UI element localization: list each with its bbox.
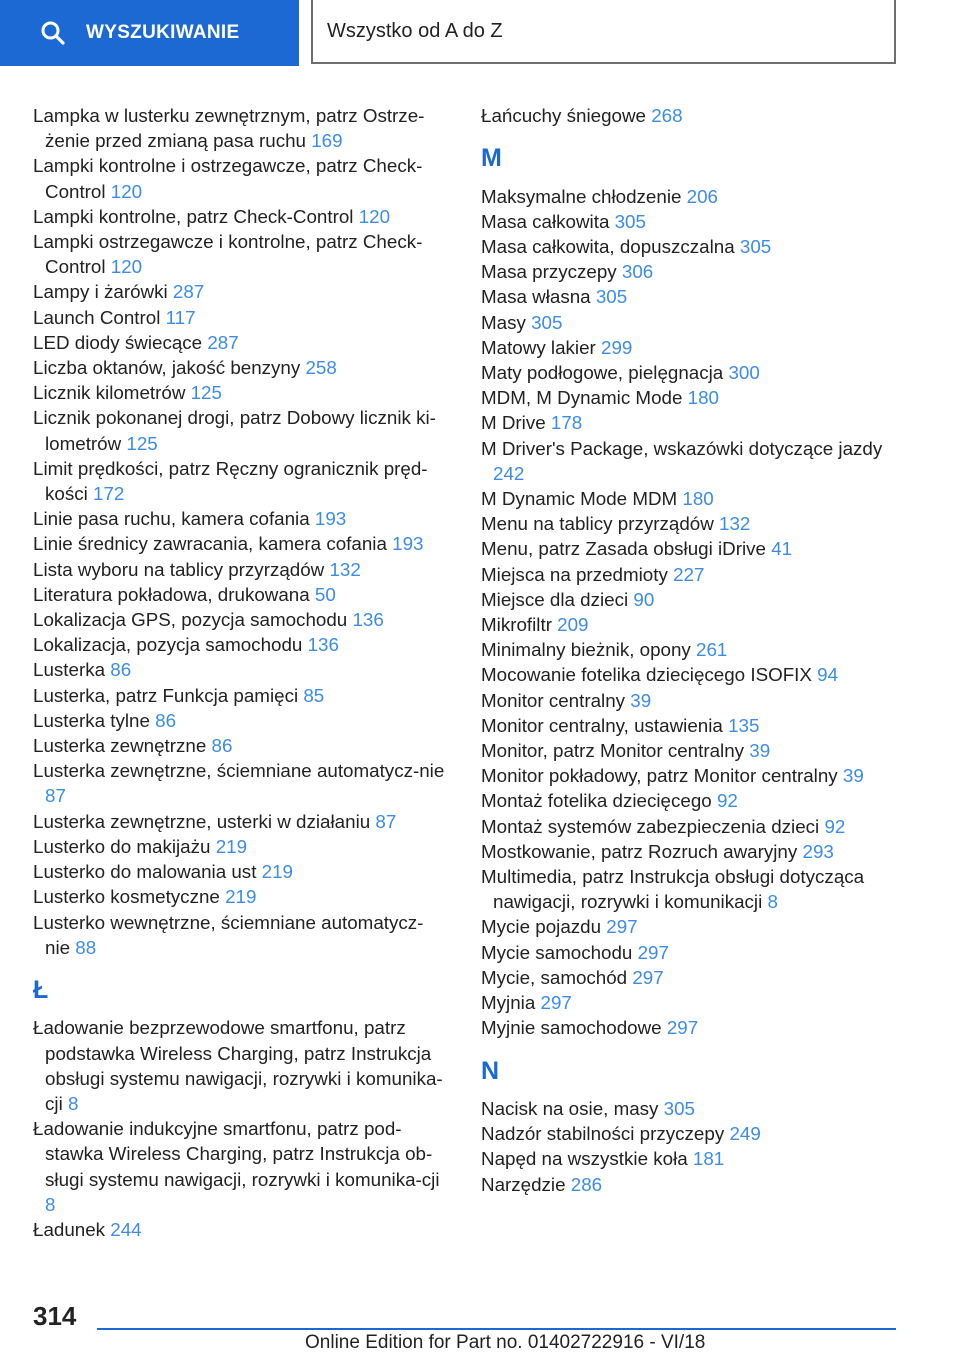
index-entry-text: Lusterka zewnętrzne — [33, 735, 207, 757]
index-page-link[interactable]: 120 — [110, 180, 143, 202]
index-entry — [481, 511, 896, 536]
top-navigation — [0, 0, 960, 66]
index-entry-text: Lusterko kosmetyczne — [33, 886, 220, 908]
index-entry — [33, 1217, 448, 1242]
index-entry — [33, 380, 448, 405]
index-page-link[interactable]: 209 — [557, 614, 589, 636]
index-entry-text: Limit prędkości, patrz Ręczny ogranicznik pręd-kości — [33, 457, 428, 505]
index-entry — [481, 436, 896, 486]
index-entry — [33, 103, 448, 153]
index-page-link[interactable]: 297 — [637, 941, 669, 963]
index-entry — [481, 864, 896, 914]
index-entry — [33, 1116, 448, 1217]
index-page-link[interactable]: 39 — [630, 689, 652, 711]
index-page-link[interactable]: 219 — [225, 886, 257, 908]
index-page-link[interactable]: 39 — [749, 740, 771, 762]
index-entry-text: Lampki kontrolne, patrz Check-Control — [33, 205, 354, 227]
index-page-link[interactable]: 227 — [673, 563, 705, 585]
index-entry — [33, 279, 448, 304]
index-entry-text: Lusterka — [33, 659, 106, 681]
index-entry — [33, 683, 448, 708]
index-entry-text: Masa przyczepy — [481, 261, 617, 283]
index-entry-text: Liczba oktanów, jakość benzyny — [33, 357, 301, 379]
index-entry — [481, 410, 896, 435]
index-page-link[interactable]: 132 — [719, 513, 751, 535]
index-entry-text: Lampy i żarówki — [33, 281, 168, 303]
index-entry — [33, 1015, 448, 1116]
index-entry-text: Masa całkowita — [481, 210, 610, 232]
index-page-link[interactable]: 86 — [110, 659, 132, 681]
index-page-link[interactable]: 39 — [842, 765, 864, 787]
index-page-link[interactable]: 300 — [728, 362, 760, 384]
index-entry-text: Lusterka zewnętrzne, ściemniane automatycz-nie — [33, 760, 445, 782]
index-page-link[interactable]: 135 — [728, 714, 760, 736]
index-entry-text: M Driver's Package, wskazówki dotyczące jazdy — [481, 437, 883, 459]
index-entry — [33, 708, 448, 733]
index-page-link[interactable]: 136 — [307, 634, 339, 656]
index-entry-text: Licznik kilometrów — [33, 382, 186, 404]
index-entry-text: Monitor, patrz Monitor centralny — [481, 740, 745, 762]
index-page-link[interactable]: 180 — [687, 387, 719, 409]
index-page-link[interactable]: 193 — [392, 533, 424, 555]
index-entry — [481, 839, 896, 864]
index-page-link[interactable]: 293 — [802, 840, 834, 862]
index-entry — [481, 1096, 896, 1121]
index-entry — [481, 688, 896, 713]
index-page-link[interactable]: 50 — [314, 583, 336, 605]
index-entry-text: Lampki kontrolne i ostrzegawcze, patrz Check-Control — [33, 155, 423, 202]
index-entry — [33, 884, 448, 909]
index-page-link[interactable]: 169 — [311, 130, 343, 152]
index-page-link[interactable]: 297 — [540, 992, 572, 1014]
index-entry — [481, 536, 896, 561]
footer-edition-text: Online Edition for Part no. 01402722916 - VI/18 — [305, 1332, 706, 1353]
index-entry — [33, 355, 448, 380]
index-entry-text: Nadzór stabilności przyczepy — [481, 1123, 725, 1145]
index-entry-text: Multimedia, patrz Instrukcja obsługi dotycząca nawigacji, rozrywki i komunikacji — [481, 866, 865, 913]
index-entry — [33, 809, 448, 834]
index-page-link[interactable]: 132 — [329, 558, 361, 580]
index-entry — [33, 229, 448, 279]
index-entry — [481, 612, 896, 637]
index-entry — [33, 456, 448, 506]
index-entry — [481, 209, 896, 234]
index-entry — [481, 234, 896, 259]
tab-a-to-z-label: Wszystko od A do Z — [327, 19, 503, 42]
index-entry-text: Napęd na wszystkie koła — [481, 1148, 688, 1170]
index-entry — [481, 1172, 896, 1197]
index-entry — [33, 557, 448, 582]
index-entry — [481, 814, 896, 839]
index-page-link[interactable]: 305 — [531, 311, 563, 333]
index-entry-text: M Drive — [481, 412, 546, 434]
index-column-right — [481, 103, 896, 1197]
index-entry-text: Masa całkowita, dopuszczalna — [481, 236, 735, 257]
index-entry-text: Licznik pokonanej drogi, patrz Dobowy licznik ki-lometrów — [33, 407, 436, 454]
index-letter-heading: N — [481, 1056, 500, 1085]
index-page-link[interactable]: 8 — [767, 891, 778, 913]
index-entry-text: Mocowanie fotelika dziecięcego ISOFIX — [481, 664, 812, 686]
index-entry — [481, 1146, 896, 1171]
index-entry — [33, 330, 448, 355]
index-page-link[interactable]: 8 — [67, 1092, 79, 1114]
index-page-link[interactable]: 136 — [352, 609, 384, 631]
index-entry-text: M Dynamic Mode MDM — [481, 488, 678, 510]
index-entry-text: Montaż systemów zabezpieczenia dzieci — [481, 815, 820, 837]
index-entry-text: Mycie, samochód — [481, 966, 628, 988]
index-page-link[interactable]: 268 — [651, 105, 683, 126]
index-entry-text: Lusterka, patrz Funkcja pamięci — [33, 684, 299, 706]
index-entry — [481, 562, 896, 587]
index-page-link[interactable]: 219 — [261, 861, 293, 883]
index-entry — [33, 204, 448, 229]
index-entry — [481, 940, 896, 965]
index-entry — [33, 531, 448, 556]
index-entry-text: Monitor centralny, ustawienia — [481, 714, 723, 736]
search-button[interactable] — [0, 0, 299, 66]
index-page-link[interactable]: 181 — [692, 1148, 725, 1170]
index-page-link[interactable]: 172 — [93, 483, 125, 505]
page-number: 314 — [33, 1301, 77, 1331]
index-page-link[interactable]: 117 — [165, 306, 196, 328]
index-letter-heading: M — [481, 144, 502, 173]
index-page-link[interactable]: 8 — [45, 1193, 56, 1215]
index-page-link[interactable]: 242 — [493, 462, 525, 484]
index-entry — [481, 788, 896, 813]
index-entry — [481, 259, 896, 284]
index-page-link[interactable]: 219 — [215, 835, 248, 857]
index-page-link[interactable]: 87 — [375, 810, 397, 832]
search-icon — [40, 20, 66, 46]
index-entry — [481, 310, 896, 335]
index-entry-text: Mycie samochodu — [481, 941, 633, 963]
index-entry-text: Maksymalne chłodzenie — [481, 185, 682, 207]
index-entry — [481, 360, 896, 385]
index-entry-text: Mikrofiltr — [481, 614, 552, 636]
index-entry — [481, 587, 896, 612]
index-entry — [481, 1121, 896, 1146]
index-entry-text: Mostkowanie, patrz Rozruch awaryjny — [481, 840, 798, 862]
index-entry-text: Launch Control — [33, 306, 161, 328]
index-page-link[interactable]: 206 — [686, 185, 718, 207]
index-entry-text: Menu na tablicy przyrządów — [481, 513, 714, 535]
index-entry-text: Lokalizacja GPS, pozycja samochodu — [33, 609, 348, 631]
index-letter-heading: Ł — [33, 975, 49, 1004]
index-entry — [481, 965, 896, 990]
index-page-link[interactable]: 120 — [110, 256, 143, 278]
index-entry-text: Narzędzie — [481, 1173, 566, 1195]
index-entry-text: Mycie pojazdu — [481, 916, 602, 938]
index-page-link[interactable]: 88 — [75, 936, 97, 958]
index-page-link[interactable]: 178 — [550, 412, 583, 434]
index-entry-text: MDM, M Dynamic Mode — [481, 387, 683, 409]
index-page-link[interactable]: 249 — [729, 1123, 761, 1145]
index-page-link[interactable]: 287 — [172, 281, 205, 303]
index-page-link[interactable]: 85 — [303, 684, 325, 706]
index-entry — [33, 910, 448, 960]
index-page-link[interactable]: 305 — [595, 286, 628, 308]
index-entry — [481, 662, 896, 687]
index-entry-text: Literatura pokładowa, drukowana — [33, 583, 310, 605]
index-page-link[interactable]: 305 — [739, 236, 772, 257]
index-page-link[interactable]: 297 — [606, 916, 638, 938]
index-entry — [33, 607, 448, 632]
index-entry — [33, 305, 448, 330]
index-entry — [481, 184, 896, 209]
index-entry — [33, 657, 448, 682]
index-entry-text: Łańcuchy śniegowe — [481, 105, 646, 126]
index-entry-text: Maty podłogowe, pielęgnacja — [481, 362, 724, 384]
index-page-link[interactable]: 299 — [601, 336, 633, 358]
index-entry-text: Lusterko do malowania ust — [33, 861, 257, 883]
index-entry — [33, 153, 448, 203]
index-entry — [481, 914, 896, 939]
index-entry-text: Linie średnicy zawracania, kamera cofania — [33, 533, 387, 555]
index-entry — [481, 738, 896, 763]
index-entry — [481, 1015, 896, 1040]
index-entry-text: Ładunek — [33, 1218, 106, 1240]
index-entry-text: Lusterka zewnętrzne, usterki w działaniu — [33, 810, 371, 832]
index-entry-text: Monitor pokładowy, patrz Monitor centralny — [481, 765, 838, 787]
index-entry — [481, 763, 896, 788]
index-page-link[interactable]: 90 — [633, 588, 655, 610]
index-page-link[interactable]: 258 — [305, 357, 337, 379]
index-page-link[interactable]: 87 — [45, 785, 66, 807]
index-column-left — [33, 103, 448, 1242]
index-entry-text: Lampki ostrzegawcze i kontrolne, patrz Check-Control — [33, 231, 423, 278]
search-button-label: WYSZUKIWANIE — [86, 22, 240, 43]
index-page-link[interactable]: 92 — [716, 790, 738, 812]
index-page-link[interactable]: 125 — [190, 382, 222, 404]
index-entry-text: Ładowanie indukcyjne smartfonu, patrz pod-stawka Wireless Charging, patrz Instrukcja ob-sługi systemu nawigacji, rozrywki i komunika-cji — [33, 1118, 440, 1190]
index-entry-text: Lusterko do makijażu — [33, 835, 211, 857]
index-page-link[interactable]: 92 — [824, 815, 846, 837]
index-page-link[interactable]: 261 — [696, 639, 728, 661]
index-entry-text: Lampka w lusterku zewnętrznym, patrz Ostrze-żenie przed zmianą pasa ruchu — [33, 105, 425, 152]
index-page-link[interactable]: 41 — [771, 538, 793, 560]
index-entry — [481, 103, 896, 128]
index-entry — [33, 632, 448, 657]
index-entry — [33, 582, 448, 607]
index-entry — [33, 834, 448, 859]
index-entry — [481, 713, 896, 738]
index-page-link[interactable]: 86 — [155, 709, 177, 731]
index-entry — [481, 637, 896, 662]
index-page-link[interactable]: 94 — [817, 664, 839, 686]
index-entry — [481, 385, 896, 410]
index-page-link[interactable]: 287 — [207, 331, 239, 353]
index-entry-text: Myjnia — [481, 992, 536, 1014]
index-page-link[interactable]: 86 — [211, 735, 233, 757]
index-entry — [33, 758, 448, 808]
index-page-link[interactable]: 305 — [663, 1097, 696, 1119]
index-entry-text: Miejsce dla dzieci — [481, 588, 629, 610]
index-entry — [33, 859, 448, 884]
footer-divider — [97, 1328, 896, 1330]
index-page-link[interactable]: 286 — [570, 1173, 603, 1195]
index-page-link[interactable]: 180 — [682, 488, 714, 510]
index-entry-text: Montaż fotelika dziecięcego — [481, 790, 712, 812]
index-entry-text: Myjnie samochodowe — [481, 1017, 662, 1039]
index-entry — [33, 506, 448, 531]
index-page-link[interactable]: 297 — [632, 966, 664, 988]
index-page-link[interactable]: 306 — [621, 261, 654, 283]
index-entry-text: LED diody świecące — [33, 331, 203, 353]
index-entry-text: Menu, patrz Zasada obsługi iDrive — [481, 538, 766, 560]
index-entry-text: Masy — [481, 311, 526, 333]
index-entry-text: Lusterka tylne — [33, 709, 150, 731]
index-entry-text: Lista wyboru na tablicy przyrządów — [33, 558, 325, 580]
index-entry-text: Lusterko wewnętrzne, ściemniane automatycz-nie — [33, 911, 424, 958]
index-entry — [481, 990, 896, 1015]
index-entry — [481, 284, 896, 309]
index-entry-text: Monitor centralny — [481, 689, 626, 711]
index-page-link[interactable]: 305 — [614, 210, 646, 232]
index-page-link[interactable]: 244 — [110, 1218, 142, 1240]
index-entry — [481, 486, 896, 511]
index-entry-text: Nacisk na osie, masy — [481, 1097, 659, 1119]
index-page-link[interactable]: 193 — [314, 508, 347, 530]
index-entry-text: Minimalny bieżnik, opony — [481, 639, 691, 661]
index-page-link[interactable]: 120 — [358, 205, 391, 227]
index-page-link[interactable]: 125 — [126, 432, 158, 454]
index-entry-text: Matowy lakier — [481, 336, 596, 358]
tab-a-to-z[interactable] — [311, 0, 896, 64]
index-entry — [481, 335, 896, 360]
index-entry-text: Miejsca na przedmioty — [481, 563, 668, 585]
index-entry — [33, 733, 448, 758]
index-page-link[interactable]: 297 — [666, 1017, 699, 1039]
index-entry-text: Linie pasa ruchu, kamera cofania — [33, 508, 310, 530]
index-entry-text: Lokalizacja, pozycja samochodu — [33, 634, 303, 656]
index-entry-text: Masa własna — [481, 286, 591, 308]
index-entry — [33, 405, 448, 455]
index-entry-text: Ładowanie bezprzewodowe smartfonu, patrz podstawka Wireless Charging, patrz Instrukcja obsługi systemu nawigacji, rozrywki i komunika-cji — [33, 1017, 443, 1114]
